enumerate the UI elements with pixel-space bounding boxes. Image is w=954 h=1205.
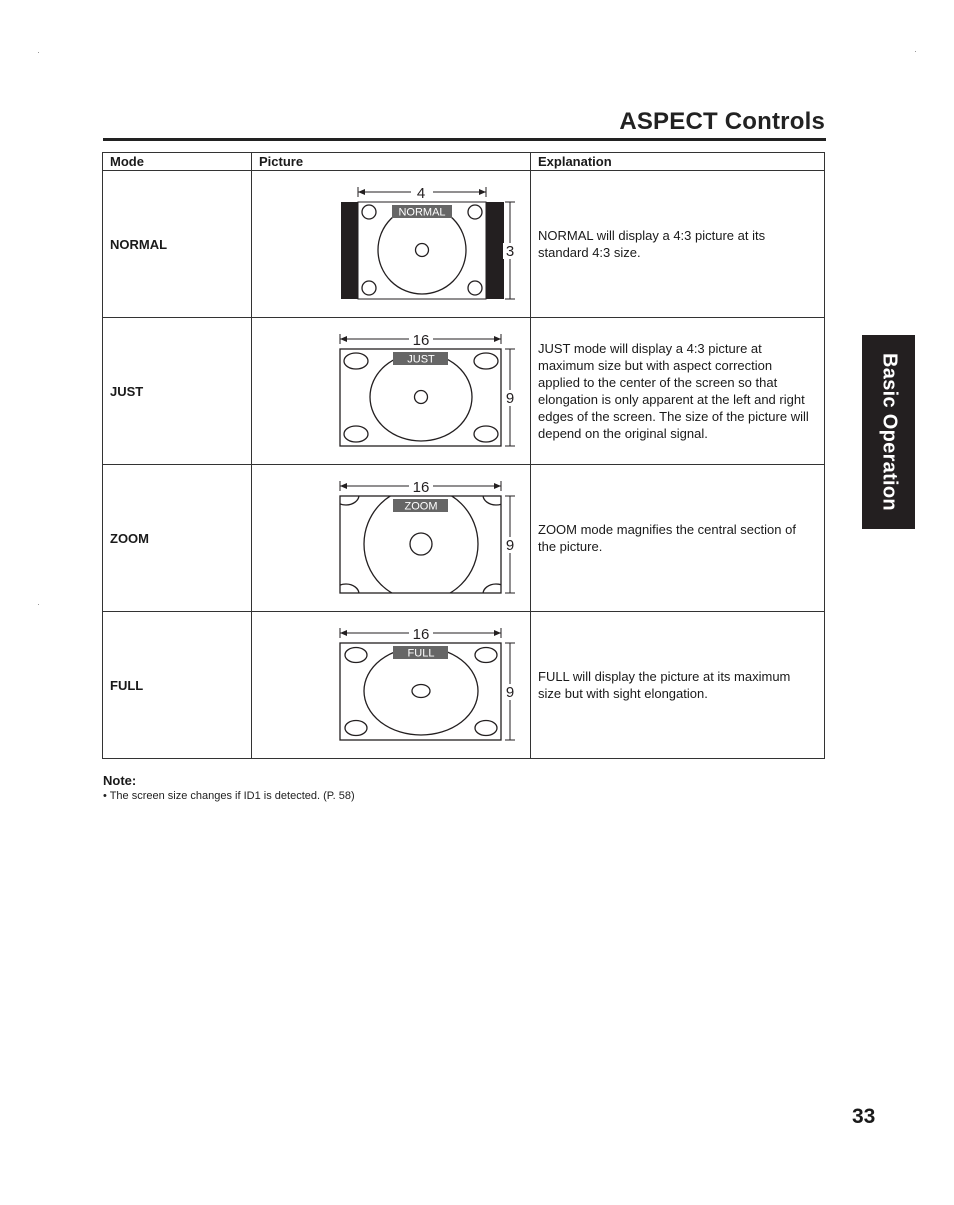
header-mode: Mode <box>103 153 252 171</box>
table-header-row <box>103 153 825 171</box>
just-aspect-diagram <box>291 331 515 451</box>
height-ratio-label: 9 <box>505 684 515 701</box>
header-picture: Picture <box>252 153 531 171</box>
page-title: ASPECT Controls <box>619 108 825 135</box>
height-ratio-label: 9 <box>505 537 515 554</box>
zoom-screen-label: ZOOM <box>404 500 438 513</box>
zoom-aspect-diagram <box>291 478 515 598</box>
height-ratio-label: 9 <box>505 390 515 407</box>
aspect-table <box>102 152 825 759</box>
note-item: • The screen size changes if ID1 is detected. (P. 58) <box>103 790 355 802</box>
explanation-cell: JUST mode will display a 4:3 picture at maximum size but with aspect correction applied to the center of the screen so that elongation is only apparent at the left and right edges of the screen. The size of the picture will depend on the original signal. <box>531 318 825 465</box>
picture-cell <box>252 318 531 465</box>
mode-cell: NORMAL <box>103 171 252 318</box>
page-number: 33 <box>852 1105 876 1128</box>
table-row-normal <box>103 171 825 318</box>
scan-speck <box>915 51 916 52</box>
table-row-zoom <box>103 465 825 612</box>
width-ratio-label: 4 <box>416 185 426 202</box>
mode-cell: ZOOM <box>103 465 252 612</box>
explanation-cell: NORMAL will display a 4:3 picture at its standard 4:3 size. <box>531 171 825 318</box>
height-ratio-label: 3 <box>505 243 515 260</box>
header-explanation: Explanation <box>531 153 825 171</box>
full-screen-label: FULL <box>407 647 435 660</box>
picture-cell <box>252 171 531 318</box>
scan-speck <box>38 52 39 53</box>
note-title: Note: <box>103 773 137 788</box>
normal-screen-label: NORMAL <box>398 206 446 219</box>
mode-cell: FULL <box>103 612 252 759</box>
scan-speck <box>38 604 39 605</box>
table-row-just <box>103 318 825 465</box>
width-ratio-label: 16 <box>412 332 430 349</box>
width-ratio-label: 16 <box>412 479 430 496</box>
picture-cell <box>252 612 531 759</box>
explanation-cell: ZOOM mode magnifies the central section of the picture. <box>531 465 825 612</box>
table-row-full <box>103 612 825 759</box>
title-rule <box>103 138 826 141</box>
section-side-tab-label: Basic Operation <box>878 353 900 511</box>
mode-cell: JUST <box>103 318 252 465</box>
picture-cell <box>252 465 531 612</box>
full-aspect-diagram <box>291 625 515 745</box>
explanation-cell: FULL will display the picture at its maximum size but with sight elongation. <box>531 612 825 759</box>
section-side-tab <box>862 335 915 529</box>
width-ratio-label: 16 <box>412 626 430 643</box>
just-screen-label: JUST <box>407 353 435 366</box>
normal-aspect-diagram <box>291 184 515 304</box>
